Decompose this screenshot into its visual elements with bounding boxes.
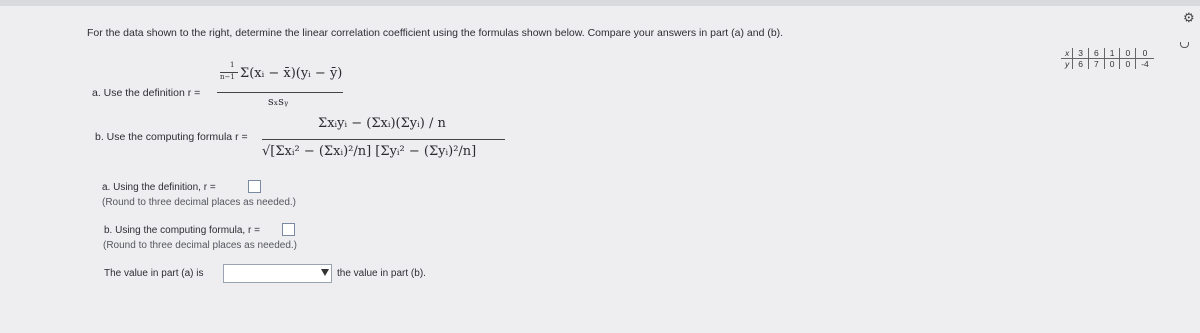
- y-value: -4: [1136, 59, 1154, 70]
- answer-b-input[interactable]: [282, 223, 295, 236]
- answer-b-note: (Round to three decimal places as needed.): [103, 240, 298, 251]
- formula-a-coeff-numerator: 1: [230, 61, 235, 69]
- answer-b-label: b. Using the computing formula, r =: [104, 225, 260, 236]
- y-value: 0: [1104, 59, 1120, 70]
- formula-b-fraction-bar: [262, 139, 505, 140]
- y-value: 7: [1088, 59, 1104, 70]
- formula-a-coeff-denominator: n−1: [220, 73, 235, 81]
- compare-prefix: The value in part (a) is: [104, 268, 204, 279]
- answer-a-note: (Round to three decimal places as needed.): [102, 197, 297, 208]
- answer-a-input[interactable]: [248, 180, 261, 193]
- minimize-icon[interactable]: [1180, 42, 1189, 48]
- y-label: y: [1065, 59, 1070, 69]
- data-row-y: [1061, 59, 1154, 70]
- x-label: x: [1061, 48, 1073, 59]
- x-value: 1: [1104, 48, 1120, 59]
- compare-suffix: the value in part (b).: [337, 268, 426, 279]
- data-table: [1061, 48, 1154, 69]
- part-b-label: b. Use the computing formula r =: [95, 131, 248, 143]
- x-value: 6: [1088, 48, 1104, 59]
- chevron-down-icon[interactable]: [321, 269, 329, 276]
- formula-a-denominator: sₓsᵧ: [268, 95, 289, 108]
- compare-select[interactable]: [223, 264, 332, 283]
- x-value: 3: [1073, 48, 1089, 59]
- y-value: 0: [1120, 59, 1136, 70]
- answer-a-label: a. Using the definition, r =: [102, 182, 216, 193]
- y-value: 6: [1073, 59, 1089, 70]
- data-row-x: [1061, 48, 1154, 59]
- formula-b-denominator: √[Σxᵢ² − (Σxᵢ)²/n] [Σyᵢ² − (Σyᵢ)²/n]: [262, 144, 477, 159]
- formula-a-numerator: Σ(xᵢ − x̄)(yᵢ − ȳ): [240, 66, 343, 81]
- gear-icon[interactable]: ⚙: [1183, 10, 1195, 25]
- formula-a-fraction-bar: [217, 92, 343, 93]
- part-a-label: a. Use the definition r =: [92, 87, 201, 99]
- question-intro: For the data shown to the right, determine the linear correlation coefficient using the formulas shown below. Compare your answers in part (a) and (b).: [87, 27, 784, 39]
- formula-b-numerator: Σxᵢyᵢ − (Σxᵢ)(Σyᵢ) / n: [318, 116, 446, 131]
- x-value: 0: [1120, 48, 1136, 59]
- top-bar: [0, 0, 1200, 6]
- x-value: 0: [1136, 48, 1154, 59]
